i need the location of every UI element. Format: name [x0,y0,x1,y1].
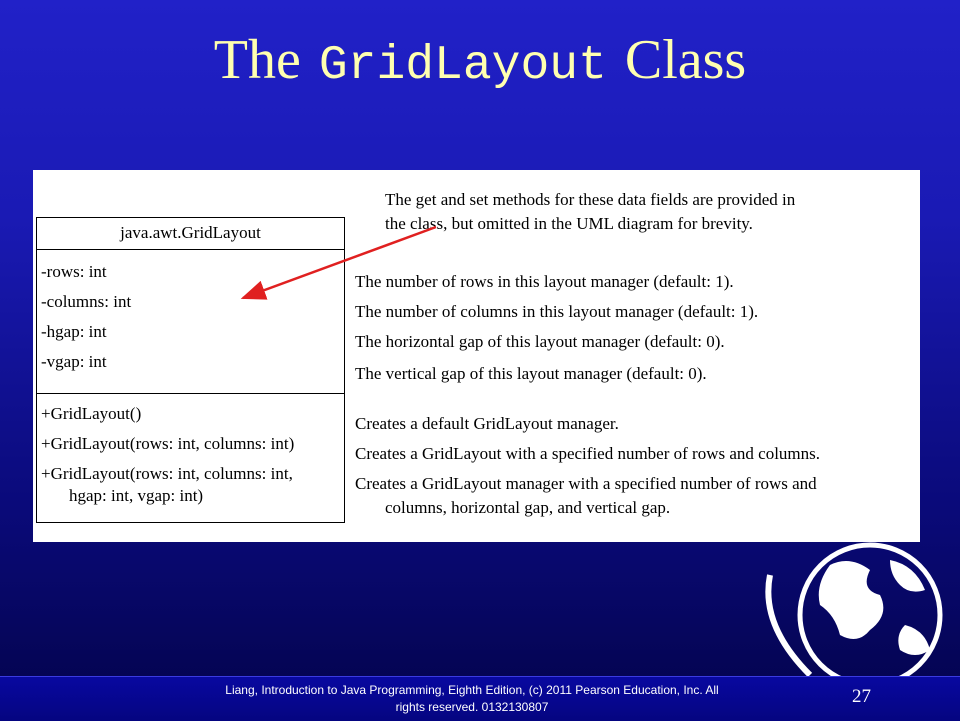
uml-method-rows-cols-ctor: +GridLayout(rows: int, columns: int) [41,434,295,453]
uml-method-full-ctor: +GridLayout(rows: int, columns: int, [41,464,293,483]
footer-line-2: rights reserved. 0132130807 [395,700,549,714]
uml-field-rows: -rows: int [41,262,107,281]
desc-full-ctor: Creates a GridLayout manager with a specified number of rows and [355,474,817,493]
uml-field-hgap: -hgap: int [41,322,107,341]
annotation-arrow [33,170,920,542]
page-number: 27 [852,686,871,707]
title-prefix: The [213,29,301,91]
globe-decoration-icon [740,535,960,685]
desc-rows: The number of rows in this layout manager (default: 1). [355,272,734,291]
desc-vgap: The vertical gap of this layout manager (default: 0). [355,364,707,383]
uml-method-full-ctor-cont: hgap: int, vgap: int) [69,486,204,505]
footer-copyright [172,682,772,716]
note-line-1: The get and set methods for these data fields are provided in [385,190,796,209]
uml-field-columns: -columns: int [41,292,132,311]
desc-full-ctor-cont: columns, horizontal gap, and vertical gap. [385,498,671,517]
slide-title [0,26,960,100]
uml-method-default-ctor: +GridLayout() [41,404,142,423]
desc-rows-cols-ctor: Creates a GridLayout with a specified number of rows and columns. [355,444,821,463]
desc-columns: The number of columns in this layout manager (default: 1). [355,302,759,321]
uml-diagram-panel [33,170,920,542]
note-line-2: the class, but omitted in the UML diagram for brevity. [385,214,753,233]
uml-class-name: java.awt.GridLayout [37,218,344,250]
desc-default-ctor: Creates a default GridLayout manager. [355,414,619,433]
title-suffix: Class [624,29,747,91]
uml-field-vgap: -vgap: int [41,352,107,371]
desc-hgap: The horizontal gap of this layout manager (default: 0). [355,332,725,351]
footer-line-1: Liang, Introduction to Java Programming, Eighth Edition, (c) 2011 Pearson Education, Inc. All [225,683,719,697]
title-code: GridLayout [318,39,607,93]
